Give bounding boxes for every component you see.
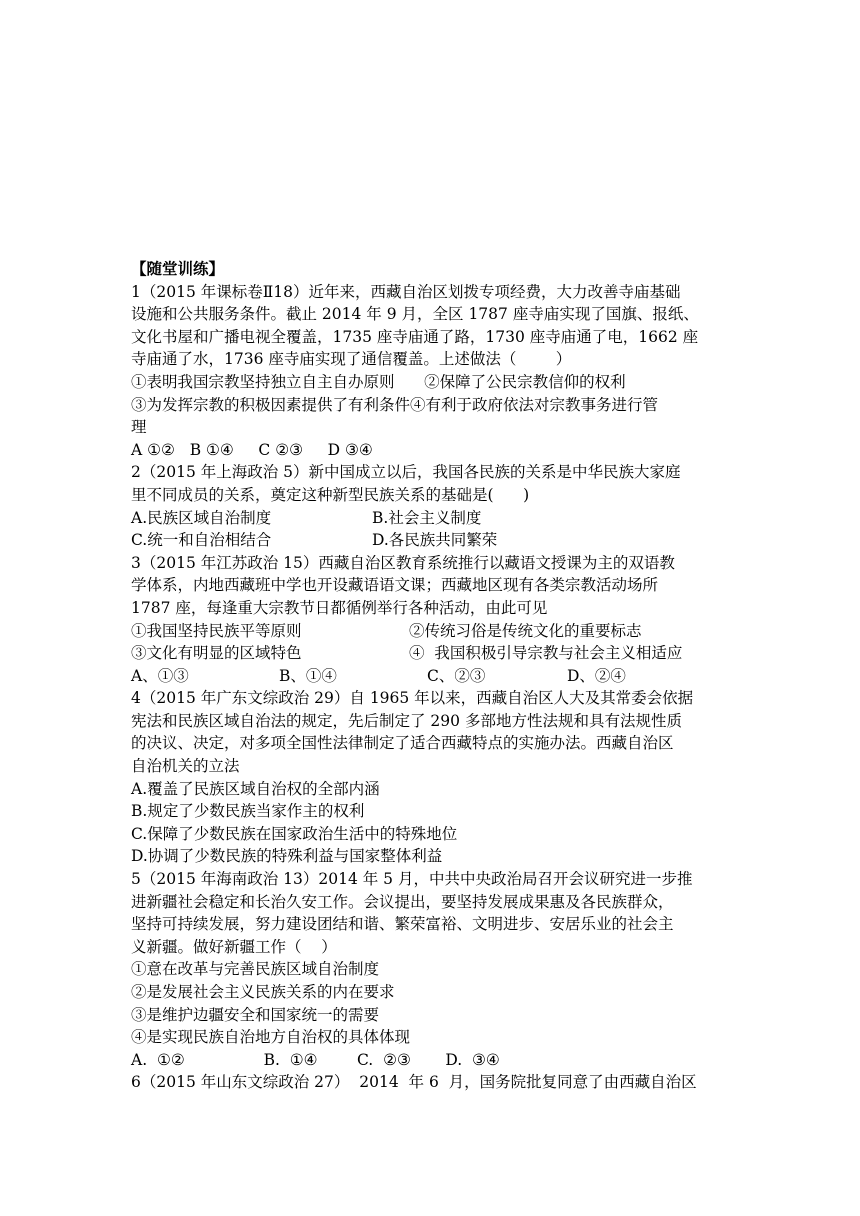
statement-3: ③文化有明显的区域特色 <box>131 644 302 663</box>
statement-line: ①表明我国宗教坚持独立自主自办原则 ②保障了公民宗教信仰的权利 <box>131 372 626 391</box>
statement-line: 理 <box>131 418 147 437</box>
question-line: 4（2015 年广东文综政治 29）自 1965 年以来，西藏自治区人大及其常委会依据 <box>131 689 694 708</box>
option-a: A.覆盖了民族区域自治权的全部内涵 <box>131 779 380 798</box>
question-line: 坚持可持续发展，努力建设团结和谐、繁荣富裕、文明进步、安居乐业的社会主 <box>131 915 674 934</box>
question-2 <box>131 461 751 551</box>
option-a: A.民族区域自治制度 <box>131 508 272 527</box>
option-d: D.各民族共同繁荣 <box>372 531 498 550</box>
question-4 <box>131 687 751 868</box>
question-line: 3（2015 年江苏政治 15）西藏自治区教育系统推行以藏语文授课为主的双语教 <box>131 553 675 572</box>
option-c: C.统一和自治相结合 <box>131 531 272 550</box>
answer-options-row <box>131 665 751 688</box>
practice-section <box>131 258 751 1094</box>
question-line: 进新疆社会稳定和长治久安工作。会议提出，要坚持发展成果惠及各民族群众， <box>131 892 674 911</box>
answer-options-row <box>131 507 751 530</box>
question-line: 自治机关的立法 <box>131 757 240 776</box>
question-line: 宪法和民族区域自治法的规定，先后制定了 290 多部地方性法规和具有法规性质 <box>131 711 682 730</box>
question-1 <box>131 281 751 462</box>
question-line: 5（2015 年海南政治 13）2014 年 5 月，中共中央政治局召开会议研究进一步推 <box>131 870 693 889</box>
question-line: 文化书屋和广播电视全覆盖，1735 座寺庙通了路，1730 座寺庙通了电，1662 座 <box>131 327 699 346</box>
option-b: B.社会主义制度 <box>372 508 482 527</box>
question-line: 学体系，内地西藏班中学也开设藏语语文课；西藏地区现有各类宗教活动场所 <box>131 576 659 595</box>
statement-line: ②是发展社会主义民族关系的内在要求 <box>131 983 395 1001</box>
question-line: 1787 座，每逢重大宗教节日都循例举行各种活动，由此可见 <box>131 598 548 617</box>
statements-row <box>131 620 751 643</box>
option-c: C、②③ <box>427 666 486 685</box>
statement-2: ②传统习俗是传统文化的重要标志 <box>409 621 642 640</box>
option-a: A、①③ <box>131 666 189 685</box>
option-c: C.保障了少数民族在国家政治生活中的特殊地位 <box>131 824 458 843</box>
option-d: D.协调了少数民族的特殊利益与国家整体利益 <box>131 847 443 866</box>
section-title: 【随堂训练】 <box>131 259 225 278</box>
question-line: 2（2015 年上海政治 5）新中国成立以后，我国各民族的关系是中华民族大家庭 <box>131 463 681 482</box>
statements-row <box>131 642 751 665</box>
question-line: 义新疆。做好新疆工作（ ） <box>131 937 337 956</box>
question-line: 6（2015 年山东文综政治 27） 2014 年 6 月，国务院批复同意了由西藏自治区 <box>131 1073 697 1092</box>
question-3 <box>131 552 751 688</box>
question-5 <box>131 868 751 1071</box>
statement-line: ③是维护边疆安全和国家统一的需要 <box>131 1005 380 1024</box>
answer-options: A ①② B ①④ C ②③ D ③④ <box>131 440 373 459</box>
question-line: 寺庙通了水，1736 座寺庙实现了通信覆盖。上述做法（ ） <box>131 350 572 369</box>
statement-line: ④是实现民族自治地方自治权的具体体现 <box>131 1028 411 1047</box>
question-line: 的决议、决定，对多项全国性法律制定了适合西藏特点的实施办法。西藏自治区 <box>131 734 674 753</box>
option-b: B、①④ <box>279 666 337 685</box>
question-line: 设施和公共服务条件。截止 2014 年 9 月，全区 1787 座寺庙实现了国旗、报纸、 <box>131 305 699 324</box>
option-b: B.规定了少数民族当家作主的权利 <box>131 802 365 821</box>
statement-line: ①意在改革与完善民族区域自治制度 <box>131 960 380 979</box>
answer-options: A. ①② B. ①④ C. ②③ D. ③④ <box>131 1050 500 1069</box>
statement-1: ①我国坚持民族平等原则 <box>131 621 302 640</box>
question-line: 1（2015 年课标卷Ⅱ18）近年来，西藏自治区划拨专项经费，大力改善寺庙基础 <box>131 282 681 301</box>
statement-4: ④ 我国积极引导宗教与社会主义相适应 <box>409 644 683 663</box>
question-line: 里不同成员的关系，奠定这种新型民族关系的基础是( ) <box>131 485 530 504</box>
question-6 <box>131 1071 751 1094</box>
answer-options-row <box>131 529 751 552</box>
option-d: D、②④ <box>567 666 626 685</box>
statement-line: ③为发挥宗教的积极因素提供了有利条件④有利于政府依法对宗教事务进行管 <box>131 395 659 414</box>
